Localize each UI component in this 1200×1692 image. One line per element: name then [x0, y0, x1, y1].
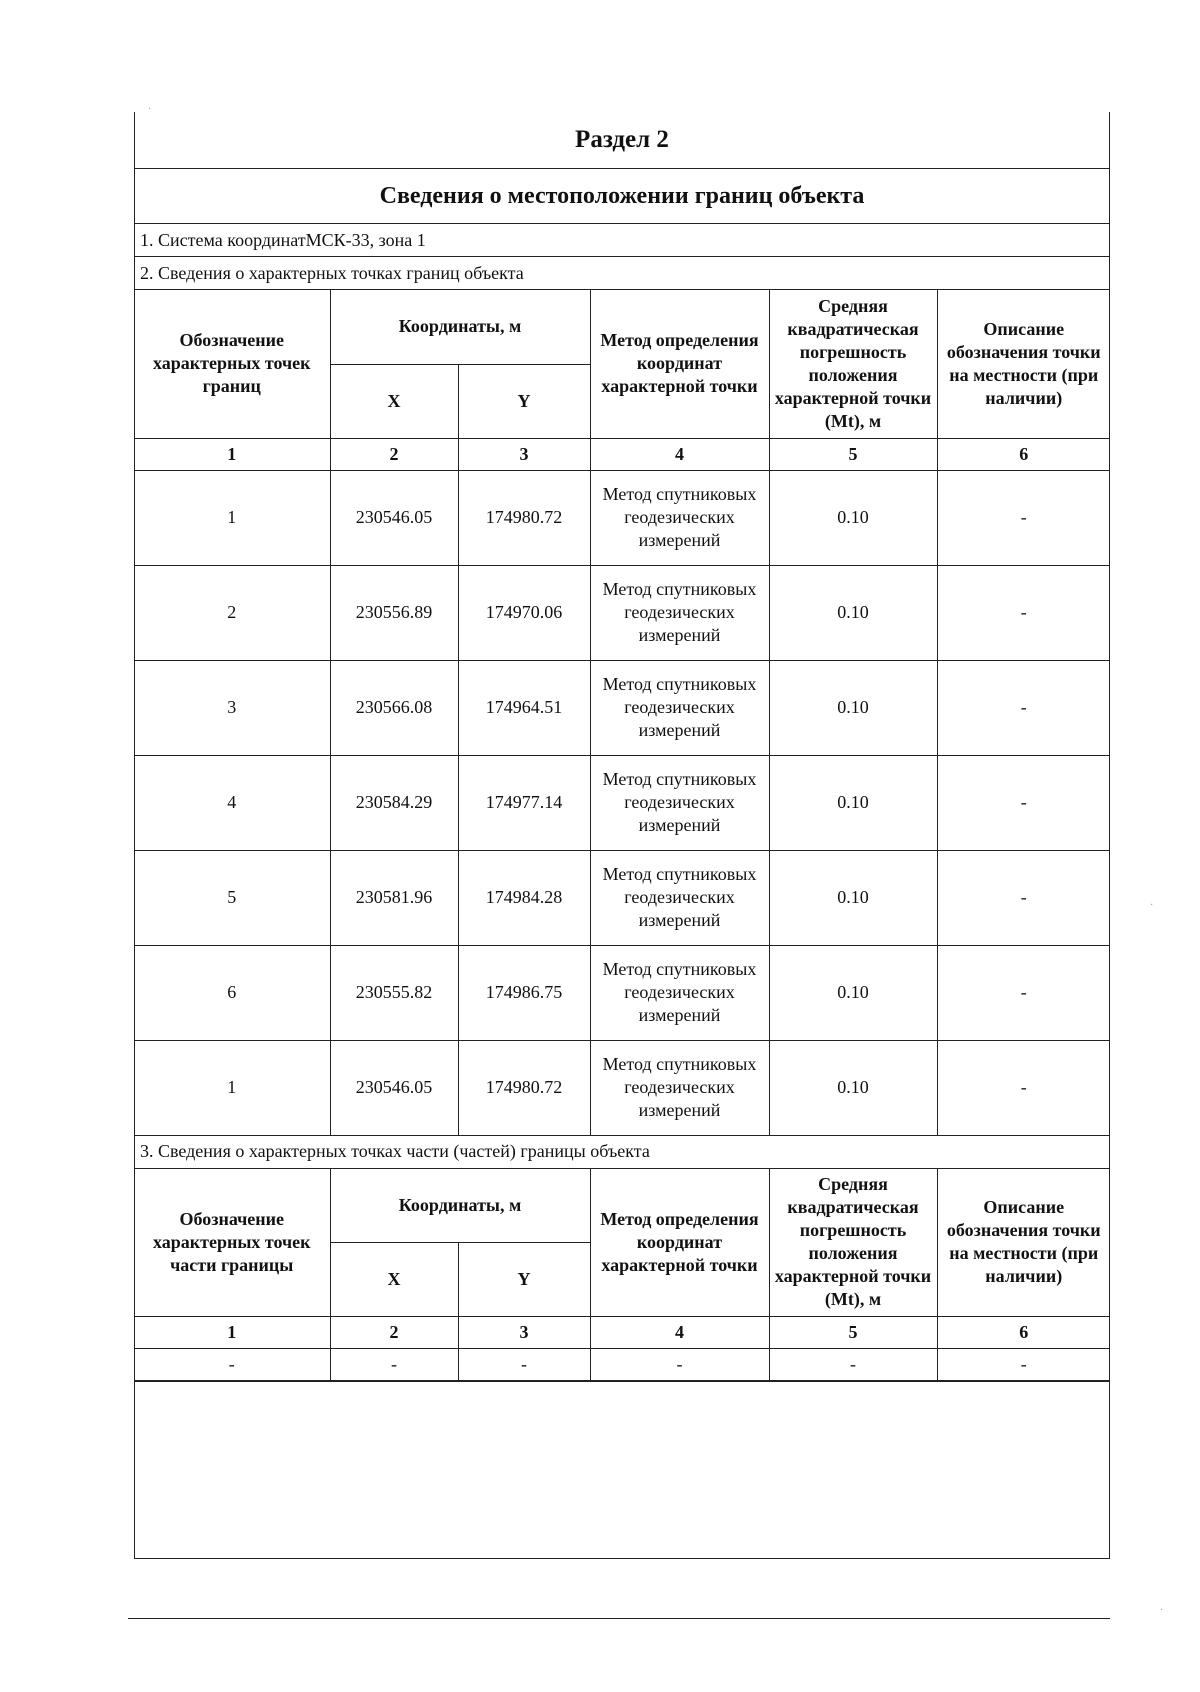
blank-area — [134, 1381, 1110, 1559]
header-coords: Координаты, м — [330, 290, 590, 364]
point-mt: 0.10 — [769, 470, 937, 565]
point-y: 174986.75 — [458, 945, 590, 1040]
point-desc: - — [937, 1040, 1110, 1135]
column-number: 6 — [937, 1317, 1110, 1349]
point-mt: 0.10 — [769, 755, 937, 850]
scan-speck: · — [1150, 900, 1154, 911]
parts-cell: - — [937, 1349, 1110, 1381]
point-x: 230546.05 — [330, 470, 458, 565]
header-designation: Обозначение характерных точек границ — [134, 290, 330, 438]
point-x: 230546.05 — [330, 1040, 458, 1135]
parts-cell: - — [330, 1349, 458, 1381]
section-title: Раздел 2 — [134, 112, 1110, 169]
parts-header-description: Описание обозначения точки на местности (при наличии) — [937, 1169, 1110, 1317]
point-desc: - — [937, 565, 1110, 660]
column-number: 1 — [134, 438, 330, 470]
scan-speck: · — [148, 104, 152, 115]
point-method: Метод спутниковых геодезических измерений — [590, 1040, 769, 1135]
header-method: Метод определения координат характерной точки — [590, 290, 769, 438]
table-row — [134, 945, 1110, 1040]
section-subtitle: Сведения о местоположении границ объекта — [134, 169, 1110, 224]
coord-system-label: 1. Система координат — [140, 229, 306, 250]
point-desc: - — [937, 755, 1110, 850]
table-row — [134, 660, 1110, 755]
point-id: 1 — [134, 1040, 330, 1135]
coord-system-value: МСК-33, зона 1 — [305, 229, 426, 250]
column-number: 5 — [769, 1317, 937, 1349]
point-id: 3 — [134, 660, 330, 755]
point-x: 230584.29 — [330, 755, 458, 850]
points-column-numbers — [134, 438, 1110, 470]
parts-cell: - — [458, 1349, 590, 1381]
table-row — [134, 1349, 1110, 1381]
parts-header-method: Метод определения координат характерной точки — [590, 1169, 769, 1317]
parts-table — [134, 1169, 1110, 1382]
point-desc: - — [937, 850, 1110, 945]
table-row — [134, 1040, 1110, 1135]
point-id: 5 — [134, 850, 330, 945]
header-y: Y — [458, 364, 590, 438]
parts-cell: - — [134, 1349, 330, 1381]
point-id: 6 — [134, 945, 330, 1040]
parts-header-x: X — [330, 1243, 458, 1317]
point-y: 174980.72 — [458, 1040, 590, 1135]
point-y: 174980.72 — [458, 470, 590, 565]
point-method: Метод спутниковых геодезических измерений — [590, 565, 769, 660]
point-y: 174984.28 — [458, 850, 590, 945]
column-number: 1 — [134, 1317, 330, 1349]
table-row — [134, 470, 1110, 565]
header-error: Средняя квадратическая погрешность положения характерной точки (Mt), м — [769, 290, 937, 438]
point-id: 4 — [134, 755, 330, 850]
point-method: Метод спутниковых геодезических измерений — [590, 755, 769, 850]
point-mt: 0.10 — [769, 565, 937, 660]
point-mt: 0.10 — [769, 660, 937, 755]
point-desc: - — [937, 470, 1110, 565]
point-desc: - — [937, 660, 1110, 755]
point-x: 230566.08 — [330, 660, 458, 755]
parts-column-numbers — [134, 1317, 1110, 1349]
points-header-row — [134, 290, 1110, 364]
column-number: 5 — [769, 438, 937, 470]
point-mt: 0.10 — [769, 945, 937, 1040]
bottom-rule — [128, 1618, 1110, 1619]
point-method: Метод спутниковых геодезических измерений — [590, 660, 769, 755]
document-frame — [134, 112, 1110, 1559]
column-number: 4 — [590, 1317, 769, 1349]
column-number: 2 — [330, 1317, 458, 1349]
points-table — [134, 290, 1110, 1136]
column-number: 2 — [330, 438, 458, 470]
table-row — [134, 755, 1110, 850]
parts-header-y: Y — [458, 1243, 590, 1317]
point-method: Метод спутниковых геодезических измерений — [590, 470, 769, 565]
parts-section-heading: 3. Сведения о характерных точках части (частей) границы объекта — [134, 1136, 1110, 1169]
table-row — [134, 565, 1110, 660]
parts-header-designation: Обозначение характерных точек части границы — [134, 1169, 330, 1317]
point-id: 1 — [134, 470, 330, 565]
column-number: 3 — [458, 438, 590, 470]
column-number: 6 — [937, 438, 1110, 470]
parts-cell: - — [769, 1349, 937, 1381]
header-x: X — [330, 364, 458, 438]
point-y: 174970.06 — [458, 565, 590, 660]
point-x: 230555.82 — [330, 945, 458, 1040]
parts-cell: - — [590, 1349, 769, 1381]
point-method: Метод спутниковых геодезических измерений — [590, 945, 769, 1040]
point-x: 230556.89 — [330, 565, 458, 660]
parts-header-row — [134, 1169, 1110, 1243]
column-number: 3 — [458, 1317, 590, 1349]
point-id: 2 — [134, 565, 330, 660]
point-mt: 0.10 — [769, 1040, 937, 1135]
point-y: 174977.14 — [458, 755, 590, 850]
column-number: 4 — [590, 438, 769, 470]
table-row — [134, 850, 1110, 945]
coord-system-line — [134, 224, 1110, 257]
header-description: Описание обозначения точки на местности (при наличии) — [937, 290, 1110, 438]
point-y: 174964.51 — [458, 660, 590, 755]
point-mt: 0.10 — [769, 850, 937, 945]
point-desc: - — [937, 945, 1110, 1040]
parts-header-coords: Координаты, м — [330, 1169, 590, 1243]
scan-speck: · — [1160, 1605, 1164, 1616]
parts-header-error: Средняя квадратическая погрешность положения характерной точки (Mt), м — [769, 1169, 937, 1317]
point-x: 230581.96 — [330, 850, 458, 945]
points-section-heading: 2. Сведения о характерных точках границ объекта — [134, 257, 1110, 290]
point-method: Метод спутниковых геодезических измерений — [590, 850, 769, 945]
